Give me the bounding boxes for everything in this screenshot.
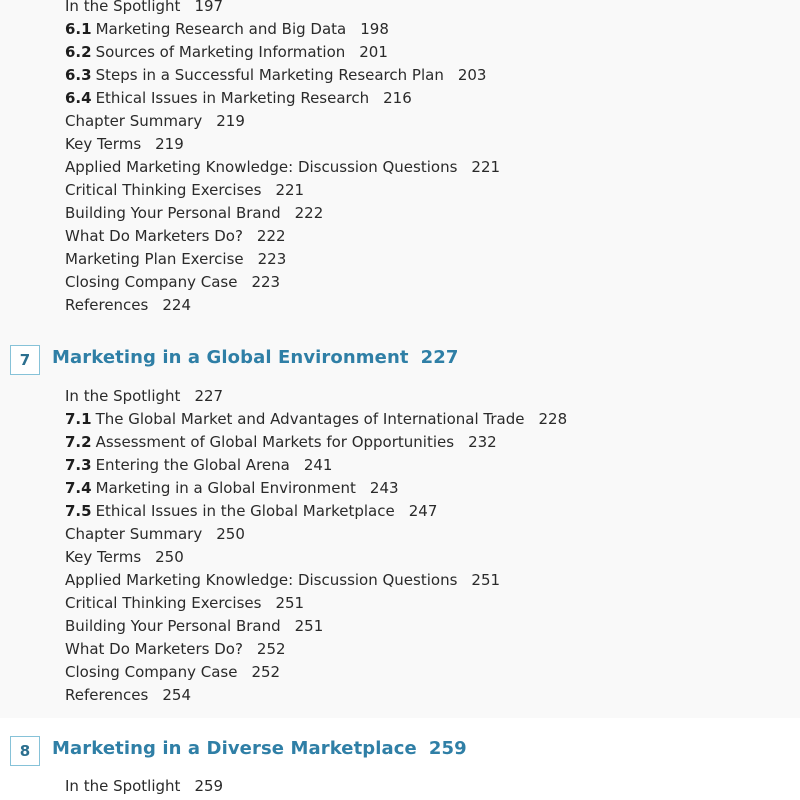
entry-title: Marketing Research and Big Data (95, 20, 347, 38)
entry-title: Critical Thinking Exercises (65, 594, 262, 612)
toc-entry[interactable] (65, 134, 184, 154)
page-number: 221 (471, 158, 501, 176)
entry-title: What Do Marketers Do? (65, 640, 243, 658)
entry-title: What Do Marketers Do? (65, 227, 243, 245)
entry-title: Building Your Personal Brand (65, 617, 281, 635)
page-number: 203 (457, 66, 487, 84)
toc-entry[interactable] (65, 685, 191, 705)
toc-entry[interactable] (65, 639, 286, 659)
chapter-title-text: Marketing in a Diverse Marketplace (52, 738, 417, 759)
chapter-7-section (0, 340, 800, 718)
page-number: 223 (251, 273, 281, 291)
page-number: 250 (216, 525, 245, 543)
section-number: 6.1 (65, 20, 92, 38)
page-number: 251 (275, 594, 305, 612)
chapter-6-section (0, 0, 800, 340)
entry-title: Applied Marketing Knowledge: Discussion Questions (65, 158, 458, 176)
toc-entry[interactable] (65, 386, 223, 406)
toc-entry[interactable] (65, 478, 399, 498)
toc-entry[interactable] (65, 501, 437, 521)
entry-title: Building Your Personal Brand (65, 204, 281, 222)
page-number: 251 (294, 617, 324, 635)
page-number: 232 (468, 433, 497, 451)
toc-entry[interactable] (65, 662, 280, 682)
page-number: 223 (257, 250, 287, 268)
chapter-title-text: Marketing in a Global Environment (52, 347, 409, 368)
toc-entry[interactable] (65, 570, 500, 590)
entry-title: Key Terms (65, 548, 142, 566)
section-number: 7.5 (65, 502, 92, 520)
toc-entry[interactable] (65, 272, 280, 292)
chapter-page-number: 259 (428, 738, 467, 759)
chapter-number-box: 8 (10, 736, 40, 766)
entry-title: Steps in a Successful Marketing Research Plan (95, 66, 444, 84)
page-number: 219 (155, 135, 184, 153)
entry-title: Marketing Plan Exercise (65, 250, 244, 268)
toc-entry[interactable] (65, 409, 567, 429)
page-number: 216 (383, 89, 412, 107)
toc-entry[interactable] (65, 432, 497, 452)
page-number: 254 (162, 686, 191, 704)
chapter-page-number: 227 (420, 347, 459, 368)
page-number: 197 (194, 0, 224, 15)
page-number: 222 (294, 204, 324, 222)
section-number: 6.4 (65, 89, 92, 107)
entry-title: Entering the Global Arena (95, 456, 290, 474)
entry-title: In the Spotlight (65, 777, 181, 795)
chapter-8-section (0, 718, 800, 800)
entry-title: Marketing in a Global Environment (95, 479, 356, 497)
entry-title: The Global Market and Advantages of International Trade (95, 410, 525, 428)
toc-entry[interactable] (65, 180, 304, 200)
page-number: 201 (359, 43, 388, 61)
entry-title: Ethical Issues in the Global Marketplace (95, 502, 395, 520)
page-number: 252 (251, 663, 281, 681)
chapter-number-box: 7 (10, 345, 40, 375)
section-number: 7.1 (65, 410, 92, 428)
page-number: 221 (275, 181, 305, 199)
entry-title: References (65, 296, 149, 314)
entry-title: Chapter Summary (65, 525, 203, 543)
page-number: 252 (256, 640, 286, 658)
page-number: 241 (303, 456, 333, 474)
entry-title: Sources of Marketing Information (95, 43, 346, 61)
toc-entry[interactable] (65, 593, 304, 613)
entry-title: Chapter Summary (65, 112, 203, 130)
toc-entry[interactable] (65, 616, 323, 636)
section-number: 7.2 (65, 433, 92, 451)
entry-title: Critical Thinking Exercises (65, 181, 262, 199)
entry-title: Closing Company Case (65, 273, 238, 291)
page-number: 259 (194, 777, 224, 795)
page-number: 250 (155, 548, 184, 566)
toc-entry[interactable] (65, 776, 223, 796)
toc-entry[interactable] (65, 547, 184, 567)
page-number: 198 (360, 20, 389, 38)
page-number: 219 (216, 112, 245, 130)
entry-title: Applied Marketing Knowledge: Discussion Questions (65, 571, 458, 589)
toc-entry[interactable] (65, 455, 332, 475)
toc-entry[interactable] (65, 88, 412, 108)
page-number: 247 (408, 502, 438, 520)
toc-entry[interactable] (65, 157, 500, 177)
toc-entry[interactable] (65, 65, 486, 85)
toc-entry[interactable] (65, 0, 223, 16)
toc-entry[interactable] (65, 203, 323, 223)
page-number: 224 (162, 296, 191, 314)
entry-title: References (65, 686, 149, 704)
page-number: 243 (369, 479, 399, 497)
chapter-title[interactable] (52, 738, 467, 759)
entry-title: In the Spotlight (65, 387, 181, 405)
page-number: 222 (256, 227, 286, 245)
toc-entry[interactable] (65, 42, 388, 62)
page-number: 228 (538, 410, 568, 428)
page-number: 251 (471, 571, 501, 589)
section-number: 7.4 (65, 479, 92, 497)
toc-entry[interactable] (65, 524, 245, 544)
section-number: 7.3 (65, 456, 92, 474)
chapter-title[interactable] (52, 347, 458, 368)
section-number: 6.3 (65, 66, 92, 84)
section-number: 6.2 (65, 43, 92, 61)
toc-entry[interactable] (65, 295, 191, 315)
toc-entry[interactable] (65, 249, 286, 269)
entry-title: Ethical Issues in Marketing Research (95, 89, 370, 107)
toc-entry[interactable] (65, 19, 389, 39)
entry-title: Key Terms (65, 135, 142, 153)
entry-title: In the Spotlight (65, 0, 181, 15)
toc-entry[interactable] (65, 226, 286, 246)
page-number: 227 (194, 387, 224, 405)
toc-entry[interactable] (65, 111, 245, 131)
entry-title: Assessment of Global Markets for Opportunities (95, 433, 455, 451)
entry-title: Closing Company Case (65, 663, 238, 681)
